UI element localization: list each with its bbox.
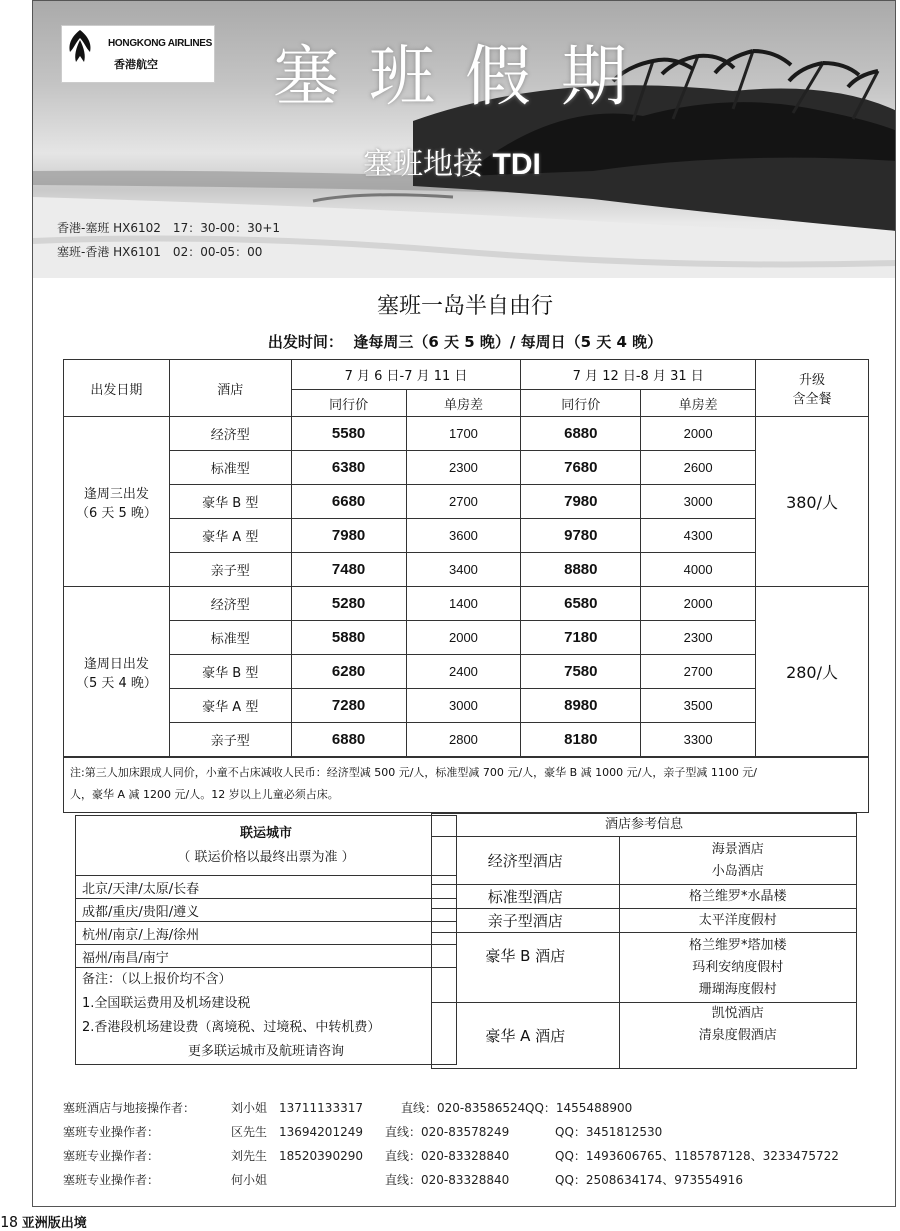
group-label-line1: 逢周日出发 xyxy=(83,656,149,672)
contact-qq: QQ：1455488900 xyxy=(525,1101,633,1115)
price-cell: 6380 xyxy=(291,451,406,485)
contact-name: 刘先生 18520390290 xyxy=(231,1149,363,1163)
contact-name: 区先生 13694201249 xyxy=(231,1125,363,1139)
hero-banner xyxy=(33,1,896,278)
contact-role: 塞班专业操作者： xyxy=(63,1173,160,1187)
connecting-subtitle: （ 联运价格以最终出票为准 ） xyxy=(177,849,355,865)
departure-text: 逢每周三（6 天 5 晚）/ 每周日（5 天 4 晚） xyxy=(353,333,663,351)
main-title: 塞班一岛半自由行 xyxy=(376,294,553,319)
price-cell: 5580 xyxy=(291,417,406,451)
contact-qq: QQ：3451812530 xyxy=(555,1125,663,1139)
col-header-price: 同行价 xyxy=(291,390,406,417)
subtitle-en: TDI xyxy=(492,148,541,181)
single-supplement-cell: 2600 xyxy=(641,451,756,485)
single-supplement-cell: 2700 xyxy=(406,485,521,519)
hotel-name: 玛利安纳度假村 xyxy=(692,959,784,975)
group-label-line1: 逢周三出发 xyxy=(83,486,149,502)
hotel-type: 亲子型 xyxy=(169,723,291,757)
price-cell: 7680 xyxy=(521,451,641,485)
hotel-type: 豪华 A 型 xyxy=(169,519,291,553)
airline-logo xyxy=(61,25,215,83)
contact-qq: QQ：2508634174、973554916 xyxy=(555,1173,743,1187)
hotel-name: 小岛酒店 xyxy=(711,863,764,879)
single-supplement-cell: 2700 xyxy=(641,655,756,689)
price-cell: 7480 xyxy=(291,553,406,587)
price-cell: 7580 xyxy=(521,655,641,689)
single-supplement-cell: 4000 xyxy=(641,553,756,587)
hero-title: 塞班假期 xyxy=(273,38,657,115)
col-header-price: 同行价 xyxy=(521,390,641,417)
contact-role: 塞班酒店与地接操作者： xyxy=(63,1101,196,1115)
single-supplement-cell: 1400 xyxy=(406,587,521,621)
table-row xyxy=(64,655,869,689)
col-header-hotel: 酒店 xyxy=(169,360,291,417)
single-supplement-cell: 2000 xyxy=(406,621,521,655)
hotel-type: 经济型 xyxy=(169,417,291,451)
flight-return: 塞班-香港 HX6101 02：00-05：00 xyxy=(57,245,263,259)
price-cell: 7980 xyxy=(291,519,406,553)
group-label xyxy=(64,417,170,587)
group-label-line2: （6 天 5 晚） xyxy=(75,505,157,521)
upgrade-price: 280/人 xyxy=(756,587,869,757)
table-row xyxy=(64,485,869,519)
city-row: 北京/天津/太原/长春 xyxy=(76,876,457,899)
table-row xyxy=(64,689,869,723)
contact-name: 刘小姐 13711133317 xyxy=(231,1101,363,1115)
table-row xyxy=(64,723,869,757)
price-cell: 6280 xyxy=(291,655,406,689)
hotel-type: 豪华 B 型 xyxy=(169,485,291,519)
hotel-category: 标准型酒店 xyxy=(432,885,620,909)
single-supplement-cell: 2300 xyxy=(406,451,521,485)
price-cell: 6580 xyxy=(521,587,641,621)
page-number: 18 xyxy=(0,1213,19,1231)
connecting-cities-table xyxy=(75,815,457,1065)
col-header-single: 单房差 xyxy=(406,390,521,417)
single-supplement-cell: 2000 xyxy=(641,587,756,621)
table-row xyxy=(64,621,869,655)
flight-outbound: 香港-塞班 HX6102 17：30-00：30+1 xyxy=(57,221,281,235)
col-header-period2: 7 月 12 日-8 月 31 日 xyxy=(521,360,756,390)
note-line2: 人，豪华 A 减 1200 元/人。12 岁以上儿童必须占床。 xyxy=(70,788,339,801)
contact-tel: 直线：020-83328840 xyxy=(385,1173,510,1187)
hotel-name: 清泉度假酒店 xyxy=(698,1028,777,1043)
price-cell: 7980 xyxy=(521,485,641,519)
connecting-title: 联运城市 xyxy=(239,825,292,841)
price-cell: 5280 xyxy=(291,587,406,621)
remark-item: 2.香港段机场建设费（离境税、过境税、中转机费） xyxy=(82,1020,381,1035)
single-supplement-cell: 4300 xyxy=(641,519,756,553)
table-row xyxy=(64,519,869,553)
logo-english-name: HONGKONG AIRLINES xyxy=(108,38,212,49)
contact-role: 塞班专业操作者： xyxy=(63,1125,160,1139)
table-row xyxy=(64,553,869,587)
hotel-name: 格兰维罗*塔加楼 xyxy=(689,937,787,953)
remark-item: 1.全国联运费用及机场建设税 xyxy=(82,996,251,1011)
contact-qq: QQ：1493606765、1185787128、3233475722 xyxy=(555,1149,839,1163)
single-supplement-cell: 2000 xyxy=(641,417,756,451)
city-row: 杭州/南京/上海/徐州 xyxy=(76,922,457,945)
hotel-name: 凯悦酒店 xyxy=(711,1006,764,1021)
single-supplement-cell: 2400 xyxy=(406,655,521,689)
logo-chinese-name: 香港航空 xyxy=(114,58,158,71)
hotel-category: 豪华 B 酒店 xyxy=(432,933,620,1003)
publication-name: 亚洲版出境 xyxy=(21,1215,87,1230)
remarks-title: 备注：（以上报价均不含） xyxy=(82,972,232,987)
single-supplement-cell: 3600 xyxy=(406,519,521,553)
hotel-category: 经济型酒店 xyxy=(432,837,620,885)
single-supplement-cell: 3500 xyxy=(641,689,756,723)
contact-tel: 直线：020-83328840 xyxy=(385,1149,510,1163)
note-line1: 注:第三人加床跟成人同价，小童不占床减收人民币：经济型减 500 元/人，标准型减 700 元/人，豪华 B 减 1000 元/人，亲子型减 1100 元/ xyxy=(70,766,758,779)
departure-line xyxy=(33,331,896,352)
city-row: 福州/南昌/南宁 xyxy=(76,945,457,968)
remarks-more: 更多联运城市及航班请咨询 xyxy=(187,1044,344,1059)
price-cell: 5880 xyxy=(291,621,406,655)
single-supplement-cell: 3000 xyxy=(406,689,521,723)
group-label xyxy=(64,587,170,757)
hotel-reference-table xyxy=(431,813,857,1069)
price-cell: 8180 xyxy=(521,723,641,757)
hotel-table-title: 酒店参考信息 xyxy=(432,814,857,837)
hotel-type: 标准型 xyxy=(169,621,291,655)
table-row xyxy=(64,451,869,485)
upgrade-price: 380/人 xyxy=(756,417,869,587)
price-cell: 8980 xyxy=(521,689,641,723)
remarks-cell xyxy=(76,968,457,1065)
table-row xyxy=(64,417,869,451)
table-row xyxy=(64,587,869,621)
hotel-names xyxy=(619,837,856,885)
hotel-name: 珊瑚海度假村 xyxy=(698,981,777,997)
brochure-page xyxy=(32,0,896,1207)
single-supplement-cell: 3300 xyxy=(641,723,756,757)
group-label-line2: （5 天 4 晚） xyxy=(75,675,157,691)
single-supplement-cell: 1700 xyxy=(406,417,521,451)
hotel-name: 太平洋度假村 xyxy=(619,909,856,933)
hotel-name: 海景酒店 xyxy=(711,841,764,857)
contact-name: 何小姐 xyxy=(231,1173,268,1187)
hotel-type: 亲子型 xyxy=(169,553,291,587)
city-row: 成都/重庆/贵阳/遵义 xyxy=(76,899,457,922)
hongkong-airlines-logo-icon xyxy=(62,26,98,66)
price-table xyxy=(63,359,869,757)
upgrade-line1: 升级 xyxy=(799,373,826,388)
hotel-names xyxy=(619,1003,856,1069)
single-supplement-cell: 3400 xyxy=(406,553,521,587)
col-header-upgrade xyxy=(756,360,869,417)
departure-label: 出发时间： xyxy=(267,333,343,351)
single-supplement-cell: 2800 xyxy=(406,723,521,757)
hotel-type: 豪华 B 型 xyxy=(169,655,291,689)
col-header-date: 出发日期 xyxy=(64,360,170,417)
hotel-type: 豪华 A 型 xyxy=(169,689,291,723)
hotel-category: 豪华 A 酒店 xyxy=(432,1003,620,1069)
page-footer xyxy=(0,1212,87,1231)
single-supplement-cell: 2300 xyxy=(641,621,756,655)
col-header-single: 单房差 xyxy=(641,390,756,417)
hotel-category: 亲子型酒店 xyxy=(432,909,620,933)
hotel-type: 经济型 xyxy=(169,587,291,621)
contact-tel: 直线：020-83578249 xyxy=(385,1125,510,1139)
hotel-names xyxy=(619,933,856,1003)
contact-role: 塞班专业操作者： xyxy=(63,1149,160,1163)
hotel-name: 格兰维罗*水晶楼 xyxy=(619,885,856,909)
price-cell: 9780 xyxy=(521,519,641,553)
contact-tel: 直线：020-83586524 xyxy=(401,1101,526,1115)
price-cell: 6880 xyxy=(291,723,406,757)
price-cell: 7280 xyxy=(291,689,406,723)
upgrade-line2: 含全餐 xyxy=(792,392,832,407)
hotel-type: 标准型 xyxy=(169,451,291,485)
price-cell: 6880 xyxy=(521,417,641,451)
single-supplement-cell: 3000 xyxy=(641,485,756,519)
subtitle-cn: 塞班地接 xyxy=(363,147,483,182)
col-header-period1: 7 月 6 日-7 月 11 日 xyxy=(291,360,521,390)
connecting-header xyxy=(76,816,457,876)
price-note xyxy=(63,757,869,813)
price-cell: 7180 xyxy=(521,621,641,655)
price-cell: 8880 xyxy=(521,553,641,587)
hero-subtitle xyxy=(363,139,541,183)
price-cell: 6680 xyxy=(291,485,406,519)
